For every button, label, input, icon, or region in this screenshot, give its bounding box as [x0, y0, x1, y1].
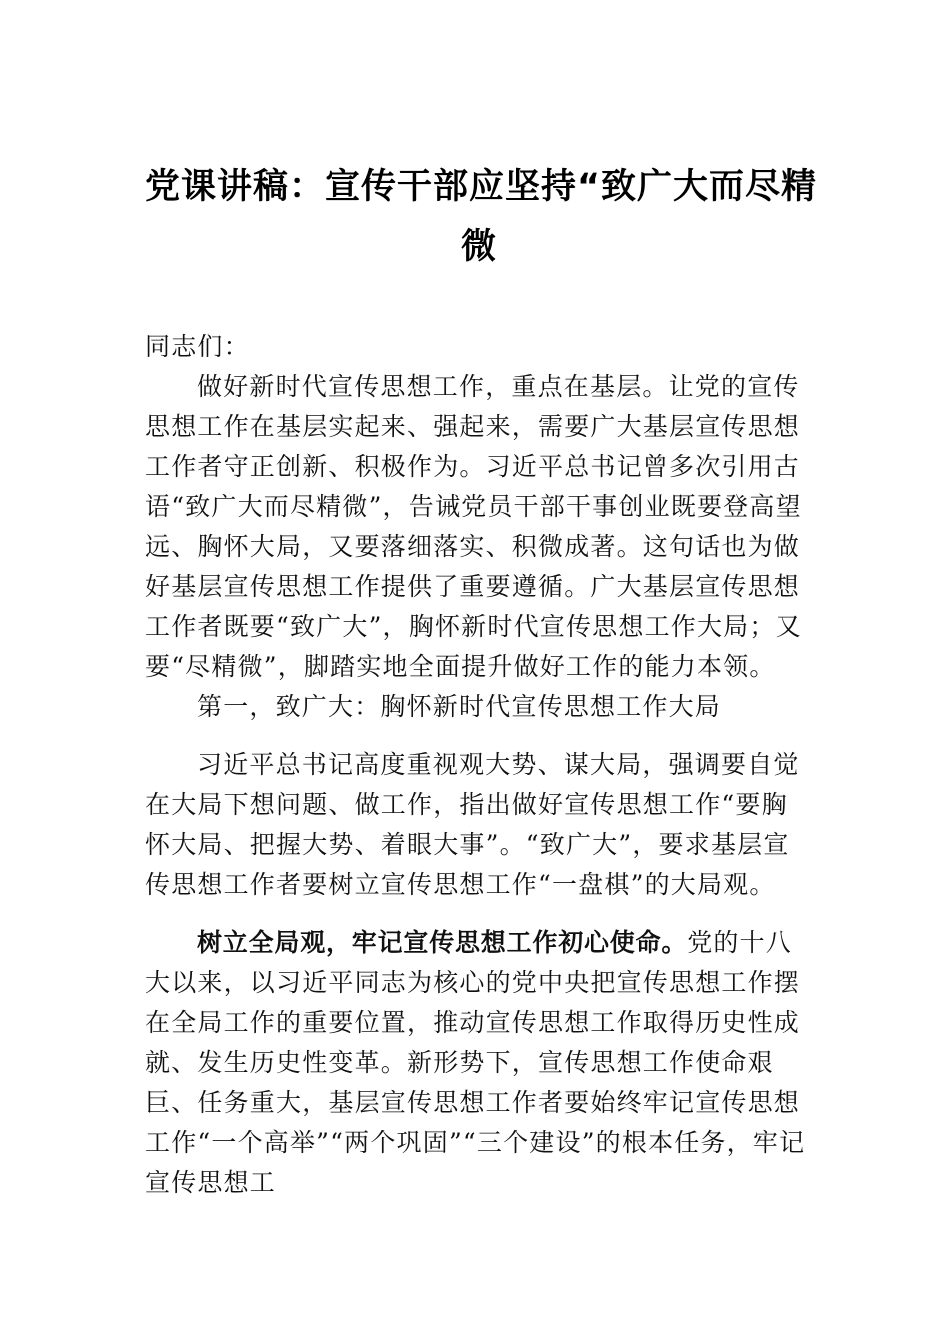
- title-line-2: 微: [460, 227, 497, 267]
- document-body: [145, 327, 810, 1203]
- section-heading-1: 第一，致广大：胸怀新时代宣传思想工作大局: [197, 692, 722, 721]
- document-title: [145, 157, 818, 277]
- paragraph-lead-bold: 树立全局观，牢记宣传思想工作初心使命。: [197, 928, 688, 957]
- greeting: 同志们：: [145, 332, 250, 361]
- paragraph-global-view: [145, 923, 810, 1203]
- title-line-1: 党课讲稿：宣传干部应坚持“致广大而尽精: [145, 167, 818, 207]
- paragraph-intro: 做好新时代宣传思想工作，重点在基层。让党的宣传思想工作在基层实起来、强起来，需要广大基层宣传思想工作者守正创新、积极作为。习近平总书记曾多次引用古语“致广大而尽精微”，告诫党员干部干事创业既要登高望远、胸怀大局，又要落细落实、积微成著。这句话也为做好基层宣传思想工作提供了重要遵循。广大基层宣传思想工作者既要“致广大”，胸怀新时代宣传思想工作大局；又要“尽精微”，脚踏实地全面提升做好工作的能力本领。: [145, 372, 802, 681]
- paragraph-section1: 习近平总书记高度重视观大势、谋大局，强调要自觉在大局下想问题、做工作，指出做好宣传思想工作“要胸怀大局、把握大势、着眼大事”。“致广大”，要求基层宣传思想工作者要树立宣传思想工作“一盘棋”的大局观。: [145, 750, 800, 899]
- paragraph-rest: 党的十八大以来，以习近平同志为核心的党中央把宣传思想工作摆在全局工作的重要位置，推动宣传思想工作取得历史性成就、发生历史性变革。新形势下，宣传思想工作使命艰巨、任务重大，基层宣传思想工作者要始终牢记宣传思想工作“一个高举”“两个巩固”“三个建设”的根本任务，牢记宣传思想工: [145, 928, 806, 1197]
